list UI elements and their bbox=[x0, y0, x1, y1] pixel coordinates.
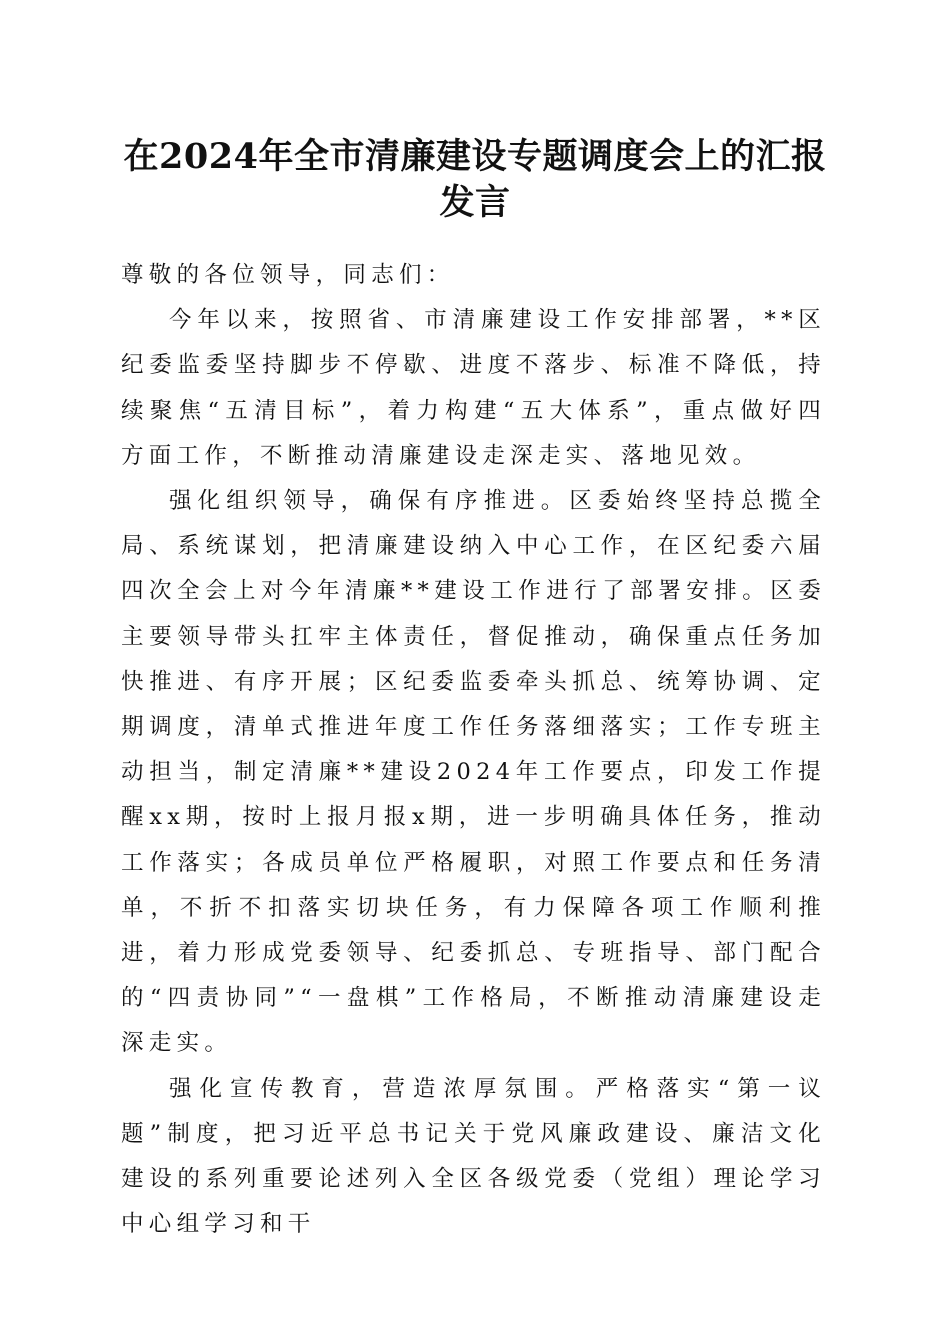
paragraph-organization-leadership: 强化组织领导，确保有序推进。区委始终坚持总揽全局、系统谋划，把清廉建设纳入中心工作，在区纪委六届四次全会上对今年清廉**建设工作进行了部署安排。区委主要领导带头扛牢主体责任，督促推动，确保重点任务加快推进、有序开展；区纪委监委牵头抓总、统筹协调、定期调度，清单式推进年度工作任务落细落实；工作专班主动担当，制定清廉**建设2024年工作要点，印发工作提醒xx期，按时上报月报x期，进一步明确具体任务，推动工作落实；各成员单位严格履职，对照工作要点和任务清单，不折不扣落实切块任务，有力保障各项工作顺利推进，着力形成党委领导、纪委抓总、专班指导、部门配合的“四责协同”“一盘棋”工作格局，不断推动清廉建设走深走实。 bbox=[121, 488, 826, 1057]
paragraph-publicity-education: 强化宣传教育，营造浓厚氛围。严格落实“第一议题”制度，把习近平总书记关于党风廉政建设、廉洁文化建设的系列重要论述列入全区各级党委（党组）理论学习中心组学习和干 bbox=[121, 1075, 826, 1238]
document-title-line-2: 发言 bbox=[439, 182, 511, 223]
document-title bbox=[110, 134, 840, 226]
salutation: 尊敬的各位领导，同志们： bbox=[121, 262, 455, 288]
document-body bbox=[121, 253, 826, 1247]
document-title-line-1: 在2024年全市清廉建设专题调度会上的汇报 bbox=[123, 136, 827, 177]
paragraph-intro: 今年以来，按照省、市清廉建设工作安排部署，**区纪委监委坚持脚步不停歇、进度不落步、标准不降低，持续聚焦“五清目标”，着力构建“五大体系”，重点做好四方面工作，不断推动清廉建设走深走实、落地见效。 bbox=[121, 307, 826, 469]
